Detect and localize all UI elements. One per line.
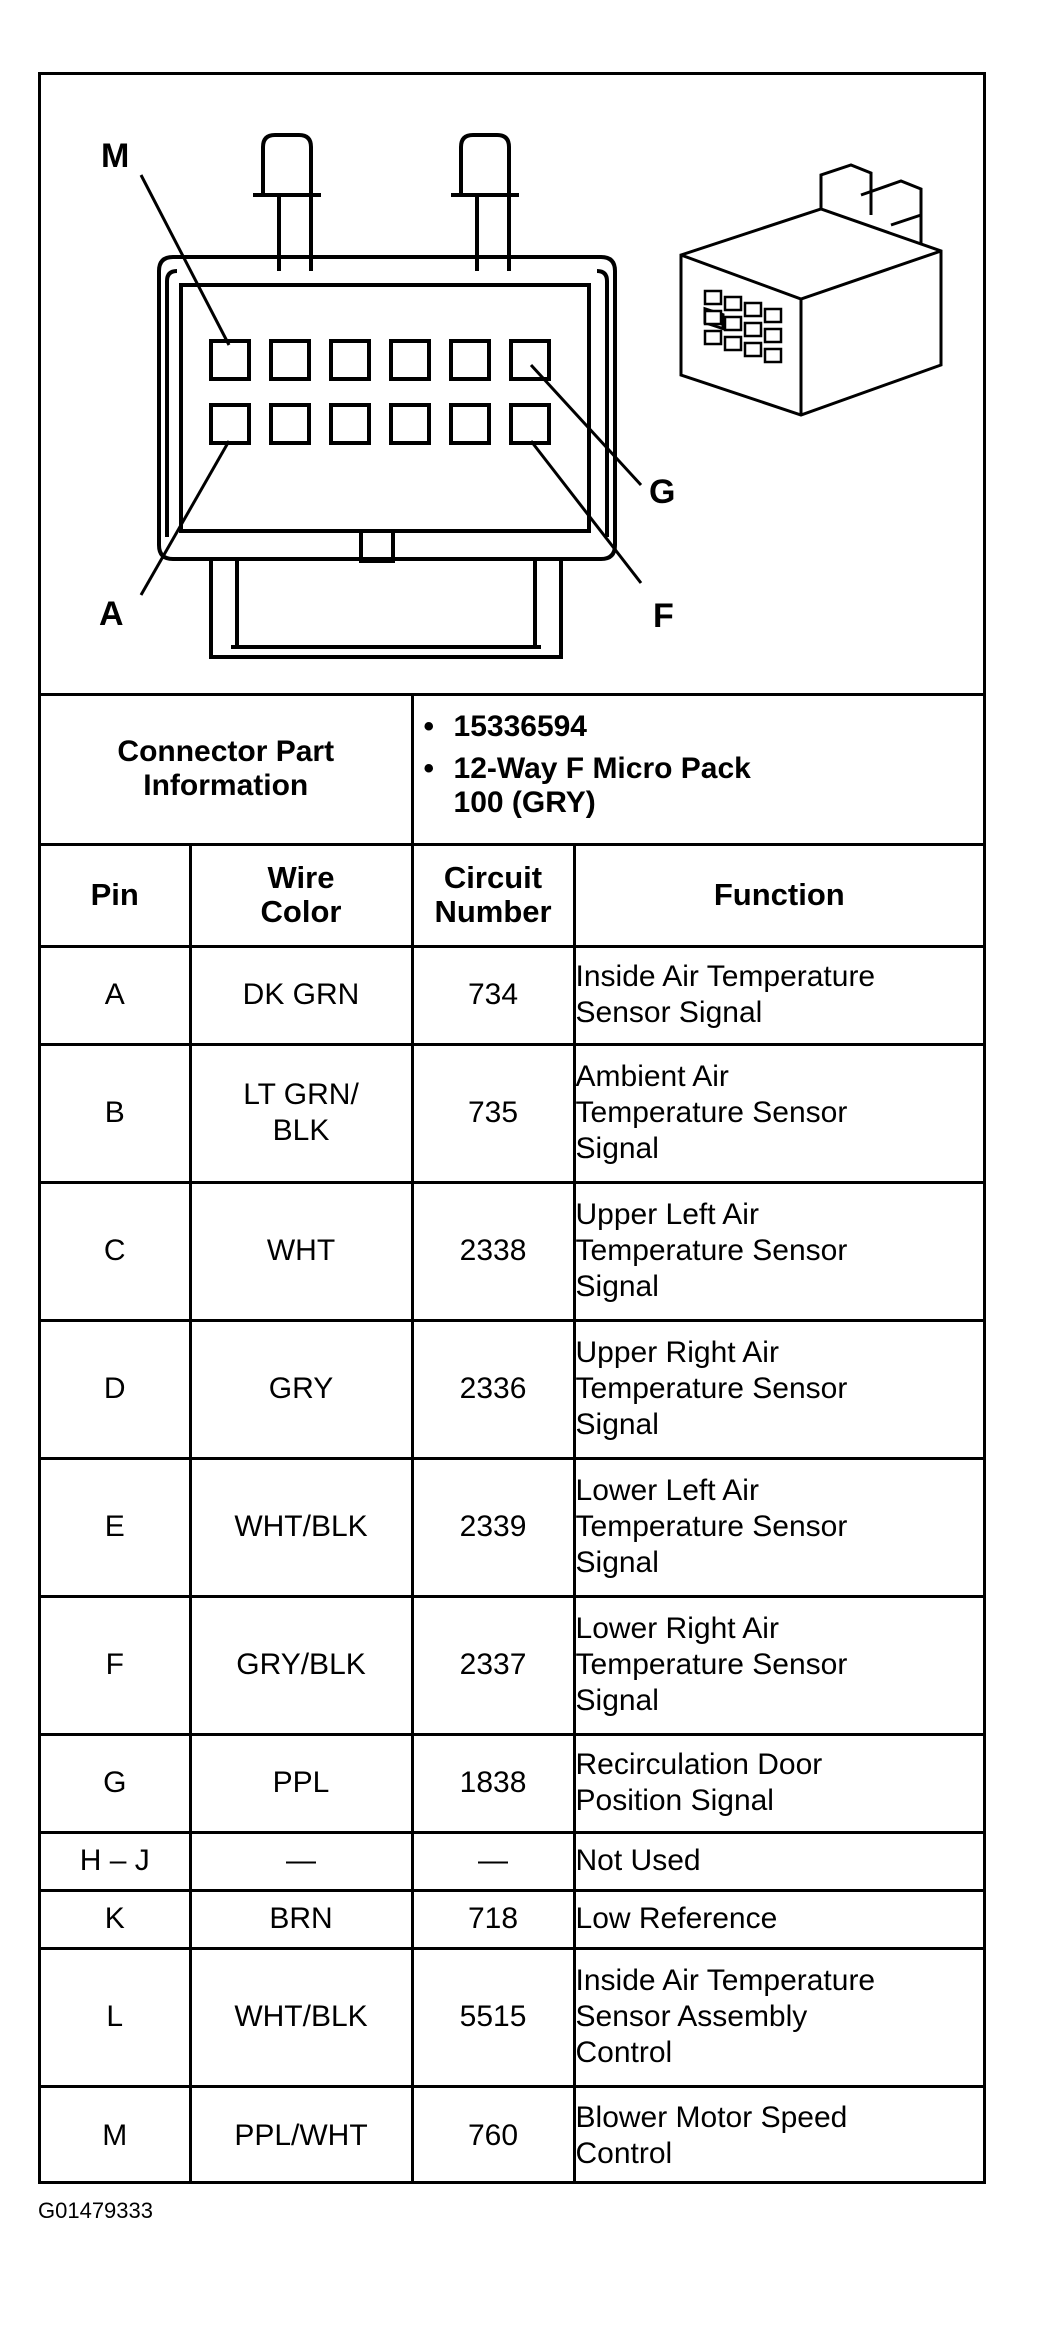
callout-f: F: [653, 597, 674, 635]
circuit-cell: —: [412, 1832, 574, 1890]
wire-color-cell: WHT: [190, 1182, 412, 1320]
table-row: [41, 1890, 983, 1948]
function-cell: Low Reference: [574, 1890, 983, 1948]
pin-cell: C: [41, 1182, 190, 1320]
circuit-cell: 2339: [412, 1458, 574, 1596]
wire-color-cell: BRN: [190, 1890, 412, 1948]
table-row: [41, 2086, 983, 2184]
col-header-circuit: Circuit Number: [412, 844, 574, 946]
figure-id: G01479333: [38, 2198, 153, 2223]
function-cell: Blower Motor Speed Control: [574, 2086, 983, 2184]
callout-g: G: [649, 473, 676, 511]
function-cell: Upper Right Air Temperature Sensor Signal: [574, 1320, 983, 1458]
col-header-function: Function: [574, 844, 983, 946]
connector-illustration: [41, 75, 983, 696]
pin-rows: [41, 946, 983, 2184]
function-cell: Ambient Air Temperature Sensor Signal: [574, 1044, 983, 1182]
circuit-cell: 735: [412, 1044, 574, 1182]
table-row: [41, 1182, 983, 1320]
pin-cell: E: [41, 1458, 190, 1596]
pin-cell: K: [41, 1890, 190, 1948]
table-row: [41, 1734, 983, 1832]
pin-cell: M: [41, 2086, 190, 2184]
pin-cell: A: [41, 946, 190, 1044]
circuit-cell: 718: [412, 1890, 574, 1948]
wire-color-cell: PPL: [190, 1734, 412, 1832]
table-row: [41, 1458, 983, 1596]
col-header-wire-color: Wire Color: [190, 844, 412, 946]
wire-color-cell: GRY: [190, 1320, 412, 1458]
circuit-cell: 2336: [412, 1320, 574, 1458]
table-row: [41, 946, 983, 1044]
connector-description: • 12-Way F Micro Pack 100 (GRY): [454, 752, 984, 820]
function-cell: Recirculation Door Position Signal: [574, 1734, 983, 1832]
table-row: [41, 1320, 983, 1458]
cavity-grid: [211, 341, 549, 443]
table-row: [41, 1044, 983, 1182]
table-row: [41, 1832, 983, 1890]
function-cell: Inside Air Temperature Sensor Signal: [574, 946, 983, 1044]
connector-info-row: [41, 696, 983, 844]
table-row: [41, 1596, 983, 1734]
function-cell: Upper Left Air Temperature Sensor Signal: [574, 1182, 983, 1320]
circuit-cell: 2337: [412, 1596, 574, 1734]
wire-color-cell: PPL/WHT: [190, 2086, 412, 2184]
function-cell: Inside Air Temperature Sensor Assembly Control: [574, 1948, 983, 2086]
circuit-cell: 1838: [412, 1734, 574, 1832]
function-cell: Not Used: [574, 1832, 983, 1890]
callout-a: A: [99, 595, 124, 633]
circuit-cell: 2338: [412, 1182, 574, 1320]
connector-info-label: Connector Part Information: [41, 696, 412, 844]
wire-color-cell: DK GRN: [190, 946, 412, 1044]
pin-cell: F: [41, 1596, 190, 1734]
callout-m: M: [101, 137, 130, 175]
circuit-cell: 760: [412, 2086, 574, 2184]
function-cell: Lower Right Air Temperature Sensor Signal: [574, 1596, 983, 1734]
function-cell: Lower Left Air Temperature Sensor Signal: [574, 1458, 983, 1596]
table-row: [41, 1948, 983, 2086]
wire-color-cell: GRY/BLK: [190, 1596, 412, 1734]
col-header-pin: Pin: [41, 844, 190, 946]
connector-info-values: [412, 696, 983, 844]
circuit-cell: 5515: [412, 1948, 574, 2086]
pinout-table: [41, 696, 983, 2184]
connector-sheet: [38, 72, 986, 2184]
part-number: • 15336594: [454, 710, 984, 744]
pin-cell: D: [41, 1320, 190, 1458]
connector-drawing: [41, 75, 983, 693]
wire-color-cell: —: [190, 1832, 412, 1890]
pin-cell: G: [41, 1734, 190, 1832]
wire-color-cell: WHT/BLK: [190, 1948, 412, 2086]
pin-cell: L: [41, 1948, 190, 2086]
wire-color-cell: LT GRN/ BLK: [190, 1044, 412, 1182]
wire-color-cell: WHT/BLK: [190, 1458, 412, 1596]
pin-cell: H – J: [41, 1832, 190, 1890]
pin-cell: B: [41, 1044, 190, 1182]
header-row: [41, 844, 983, 946]
circuit-cell: 734: [412, 946, 574, 1044]
